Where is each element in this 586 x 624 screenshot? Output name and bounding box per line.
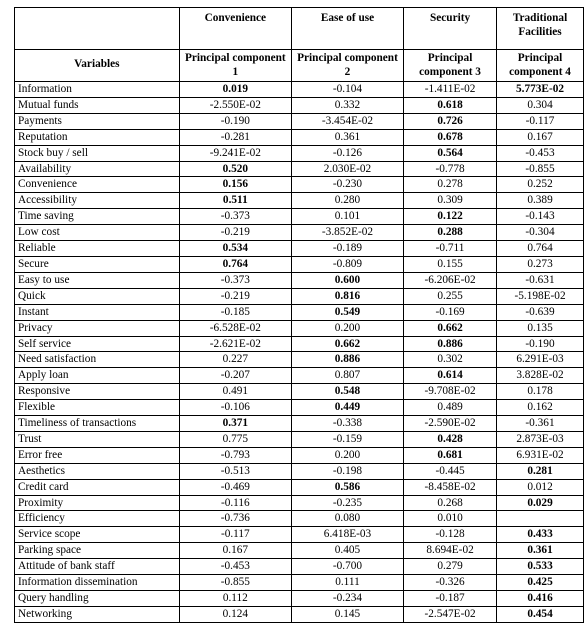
loading-cell-pc4: 0.281 [497, 463, 584, 479]
variable-label: Privacy [15, 320, 180, 336]
component-header-4: Principal component 4 [497, 50, 584, 82]
loading-cell-pc3: 0.681 [404, 447, 497, 463]
loading-cell-pc4: 0.533 [497, 559, 584, 575]
loading-cell-pc1: 0.112 [179, 591, 291, 607]
table-row [15, 241, 584, 257]
factor-header-convenience: Convenience [179, 8, 291, 50]
loading-cell-pc4: 0.012 [497, 479, 584, 495]
variable-label: Reliable [15, 241, 180, 257]
loadings-table-container [14, 7, 584, 623]
variable-label: Query handling [15, 591, 180, 607]
loading-cell-pc1: 0.511 [179, 193, 291, 209]
loading-cell-pc1: 0.167 [179, 543, 291, 559]
loading-cell-pc3: -0.326 [404, 575, 497, 591]
factor-loadings-table [14, 7, 584, 623]
variable-label: Need satisfaction [15, 352, 180, 368]
loading-cell-pc1: -0.116 [179, 495, 291, 511]
loading-cell-pc2: -0.126 [291, 145, 403, 161]
table-row [15, 304, 584, 320]
table-row [15, 400, 584, 416]
loading-cell-pc3: 0.302 [404, 352, 497, 368]
variable-label: Trust [15, 431, 180, 447]
loading-cell-pc1: -9.241E-02 [179, 145, 291, 161]
table-row [15, 225, 584, 241]
variable-label: Information dissemination [15, 575, 180, 591]
loading-cell-pc2: -0.700 [291, 559, 403, 575]
table-row [15, 320, 584, 336]
loading-cell-pc2: -0.104 [291, 82, 403, 98]
loading-cell-pc1: -6.528E-02 [179, 320, 291, 336]
loading-cell-pc3: -2.547E-02 [404, 606, 497, 622]
loading-cell-pc4: -5.198E-02 [497, 288, 584, 304]
loading-cell-pc4: -0.117 [497, 113, 584, 129]
variable-label: Timeliness of transactions [15, 416, 180, 432]
loading-cell-pc3: 0.614 [404, 368, 497, 384]
loading-cell-pc4: 0.304 [497, 97, 584, 113]
loading-cell-pc4: 5.773E-02 [497, 82, 584, 98]
loading-cell-pc1: -0.219 [179, 225, 291, 241]
table-row [15, 543, 584, 559]
variable-label: Easy to use [15, 272, 180, 288]
loading-cell-pc2: 0.111 [291, 575, 403, 591]
loading-cell-pc2: 0.200 [291, 320, 403, 336]
loading-cell-pc4: 0.167 [497, 129, 584, 145]
loading-cell-pc2: -0.809 [291, 256, 403, 272]
variable-label: Reputation [15, 129, 180, 145]
loading-cell-pc1: 0.371 [179, 416, 291, 432]
loading-cell-pc3: -0.187 [404, 591, 497, 607]
factor-header-security: Security [404, 8, 497, 50]
loading-cell-pc4: -0.855 [497, 161, 584, 177]
loading-cell-pc3: 0.428 [404, 431, 497, 447]
variable-label: Parking space [15, 543, 180, 559]
loading-cell-pc1: -0.219 [179, 288, 291, 304]
table-row [15, 256, 584, 272]
loading-cell-pc2: 0.816 [291, 288, 403, 304]
loading-cell-pc1: -0.185 [179, 304, 291, 320]
loading-cell-pc4: -0.304 [497, 225, 584, 241]
loading-cell-pc1: -0.117 [179, 527, 291, 543]
loading-cell-pc2: -0.198 [291, 463, 403, 479]
variable-label: Proximity [15, 495, 180, 511]
table-row [15, 463, 584, 479]
loading-cell-pc3: -0.169 [404, 304, 497, 320]
loading-cell-pc4: -0.190 [497, 336, 584, 352]
variable-label: Convenience [15, 177, 180, 193]
table-row [15, 527, 584, 543]
variable-label: Self service [15, 336, 180, 352]
loading-cell-pc4: 0.416 [497, 591, 584, 607]
loading-cell-pc4 [497, 511, 584, 527]
loading-cell-pc3: 0.564 [404, 145, 497, 161]
variable-label: Flexible [15, 400, 180, 416]
loading-cell-pc1: -0.469 [179, 479, 291, 495]
factor-header-traditional-facilities: Traditional Facilities [497, 8, 584, 50]
loading-cell-pc2: 0.662 [291, 336, 403, 352]
variable-label: Availability [15, 161, 180, 177]
variable-label: Stock buy / sell [15, 145, 180, 161]
loading-cell-pc3: 0.268 [404, 495, 497, 511]
loading-cell-pc2: -3.852E-02 [291, 225, 403, 241]
loading-cell-pc1: -2.621E-02 [179, 336, 291, 352]
loading-cell-pc3: 0.288 [404, 225, 497, 241]
loading-cell-pc3: 0.309 [404, 193, 497, 209]
loading-cell-pc4: 0.389 [497, 193, 584, 209]
table-row [15, 288, 584, 304]
loading-cell-pc1: 0.019 [179, 82, 291, 98]
loading-cell-pc4: 0.361 [497, 543, 584, 559]
variable-label: Aesthetics [15, 463, 180, 479]
loading-cell-pc1: 0.764 [179, 256, 291, 272]
loading-cell-pc2: -0.235 [291, 495, 403, 511]
table-row [15, 479, 584, 495]
loading-cell-pc1: 0.227 [179, 352, 291, 368]
loading-cell-pc4: 0.764 [497, 241, 584, 257]
table-row [15, 431, 584, 447]
loading-cell-pc3: -0.128 [404, 527, 497, 543]
loading-cell-pc4: 6.291E-03 [497, 352, 584, 368]
loading-cell-pc1: -0.793 [179, 447, 291, 463]
table-row [15, 495, 584, 511]
table-row [15, 559, 584, 575]
loading-cell-pc2: 0.548 [291, 384, 403, 400]
loading-cell-pc2: 6.418E-03 [291, 527, 403, 543]
loading-cell-pc4: 2.873E-03 [497, 431, 584, 447]
component-header-3: Principal component 3 [404, 50, 497, 82]
variable-label: Secure [15, 256, 180, 272]
loading-cell-pc1: 0.491 [179, 384, 291, 400]
loading-cell-pc2: -0.189 [291, 241, 403, 257]
loading-cell-pc3: -8.458E-02 [404, 479, 497, 495]
loading-cell-pc4: 0.162 [497, 400, 584, 416]
variable-label: Error free [15, 447, 180, 463]
loading-cell-pc1: 0.520 [179, 161, 291, 177]
table-row [15, 97, 584, 113]
loading-cell-pc3: 0.279 [404, 559, 497, 575]
variables-header: Variables [15, 50, 180, 82]
loading-cell-pc4: 0.135 [497, 320, 584, 336]
loading-cell-pc3: 0.255 [404, 288, 497, 304]
loading-cell-pc2: -0.159 [291, 431, 403, 447]
loading-cell-pc1: -2.550E-02 [179, 97, 291, 113]
loading-cell-pc1: 0.156 [179, 177, 291, 193]
loading-cell-pc4: 0.273 [497, 256, 584, 272]
loading-cell-pc3: 0.618 [404, 97, 497, 113]
loading-cell-pc1: -0.281 [179, 129, 291, 145]
loading-cell-pc1: -0.190 [179, 113, 291, 129]
loading-cell-pc3: 0.678 [404, 129, 497, 145]
table-row [15, 606, 584, 622]
variable-label: Time saving [15, 209, 180, 225]
variable-label: Responsive [15, 384, 180, 400]
table-row [15, 368, 584, 384]
table-row [15, 209, 584, 225]
loading-cell-pc3: 0.662 [404, 320, 497, 336]
loading-cell-pc4: 0.252 [497, 177, 584, 193]
loadings-body [15, 82, 584, 623]
loading-cell-pc3: 8.694E-02 [404, 543, 497, 559]
loading-cell-pc3: -2.590E-02 [404, 416, 497, 432]
loading-cell-pc3: -0.711 [404, 241, 497, 257]
variable-label: Mutual funds [15, 97, 180, 113]
table-row [15, 352, 584, 368]
loading-cell-pc4: -0.631 [497, 272, 584, 288]
loading-cell-pc2: 0.600 [291, 272, 403, 288]
table-row [15, 591, 584, 607]
table-row [15, 575, 584, 591]
loading-cell-pc2: 0.405 [291, 543, 403, 559]
loading-cell-pc3: 0.278 [404, 177, 497, 193]
variable-label: Credit card [15, 479, 180, 495]
header-blank-cell [15, 8, 180, 50]
loading-cell-pc4: 6.931E-02 [497, 447, 584, 463]
variable-label: Payments [15, 113, 180, 129]
loading-cell-pc3: 0.122 [404, 209, 497, 225]
loading-cell-pc2: 0.549 [291, 304, 403, 320]
loading-cell-pc2: 0.280 [291, 193, 403, 209]
table-row [15, 193, 584, 209]
loading-cell-pc2: 2.030E-02 [291, 161, 403, 177]
variable-label: Low cost [15, 225, 180, 241]
loading-cell-pc2: 0.101 [291, 209, 403, 225]
loading-cell-pc3: 0.886 [404, 336, 497, 352]
component-name-row [15, 50, 584, 82]
loading-cell-pc3: -1.411E-02 [404, 82, 497, 98]
table-row [15, 511, 584, 527]
loading-cell-pc1: -0.106 [179, 400, 291, 416]
table-row [15, 113, 584, 129]
loading-cell-pc1: -0.736 [179, 511, 291, 527]
loading-cell-pc2: 0.332 [291, 97, 403, 113]
variable-label: Networking [15, 606, 180, 622]
loading-cell-pc1: -0.453 [179, 559, 291, 575]
loading-cell-pc3: 0.155 [404, 256, 497, 272]
table-row [15, 145, 584, 161]
table-row [15, 177, 584, 193]
loading-cell-pc2: -0.234 [291, 591, 403, 607]
loading-cell-pc3: -0.445 [404, 463, 497, 479]
loading-cell-pc2: -3.454E-02 [291, 113, 403, 129]
component-header-1: Principal component 1 [179, 50, 291, 82]
loading-cell-pc4: -0.639 [497, 304, 584, 320]
loading-cell-pc1: 0.124 [179, 606, 291, 622]
loading-cell-pc4: 0.433 [497, 527, 584, 543]
variable-label: Quick [15, 288, 180, 304]
table-row [15, 416, 584, 432]
loading-cell-pc2: 0.586 [291, 479, 403, 495]
loading-cell-pc2: -0.230 [291, 177, 403, 193]
loading-cell-pc1: -0.373 [179, 272, 291, 288]
variable-label: Instant [15, 304, 180, 320]
loading-cell-pc1: -0.513 [179, 463, 291, 479]
loading-cell-pc1: -0.855 [179, 575, 291, 591]
table-row [15, 82, 584, 98]
table-row [15, 129, 584, 145]
variable-label: Efficiency [15, 511, 180, 527]
loading-cell-pc3: 0.010 [404, 511, 497, 527]
loading-cell-pc2: 0.200 [291, 447, 403, 463]
loading-cell-pc4: -0.361 [497, 416, 584, 432]
factor-header-ease-of-use: Ease of use [291, 8, 403, 50]
loading-cell-pc4: -0.453 [497, 145, 584, 161]
loading-cell-pc1: 0.775 [179, 431, 291, 447]
table-row [15, 384, 584, 400]
variable-label: Apply loan [15, 368, 180, 384]
loading-cell-pc4: 0.029 [497, 495, 584, 511]
variable-label: Service scope [15, 527, 180, 543]
variable-label: Information [15, 82, 180, 98]
loading-cell-pc4: 0.425 [497, 575, 584, 591]
loading-cell-pc4: -0.143 [497, 209, 584, 225]
loading-cell-pc2: 0.145 [291, 606, 403, 622]
loading-cell-pc1: -0.373 [179, 209, 291, 225]
loading-cell-pc2: -0.338 [291, 416, 403, 432]
component-header-2: Principal component 2 [291, 50, 403, 82]
table-row [15, 161, 584, 177]
loading-cell-pc3: -9.708E-02 [404, 384, 497, 400]
loading-cell-pc1: -0.207 [179, 368, 291, 384]
table-row [15, 447, 584, 463]
table-row [15, 336, 584, 352]
variable-label: Accessibility [15, 193, 180, 209]
loading-cell-pc3: 0.726 [404, 113, 497, 129]
loading-cell-pc2: 0.449 [291, 400, 403, 416]
loading-cell-pc3: -6.206E-02 [404, 272, 497, 288]
loading-cell-pc2: 0.080 [291, 511, 403, 527]
loading-cell-pc1: 0.534 [179, 241, 291, 257]
table-row [15, 272, 584, 288]
loading-cell-pc2: 0.361 [291, 129, 403, 145]
loading-cell-pc3: -0.778 [404, 161, 497, 177]
loading-cell-pc4: 0.178 [497, 384, 584, 400]
variable-label: Attitude of bank staff [15, 559, 180, 575]
loading-cell-pc2: 0.807 [291, 368, 403, 384]
loading-cell-pc4: 0.454 [497, 606, 584, 622]
loading-cell-pc2: 0.886 [291, 352, 403, 368]
loading-cell-pc3: 0.489 [404, 400, 497, 416]
loading-cell-pc4: 3.828E-02 [497, 368, 584, 384]
factor-name-row [15, 8, 584, 50]
